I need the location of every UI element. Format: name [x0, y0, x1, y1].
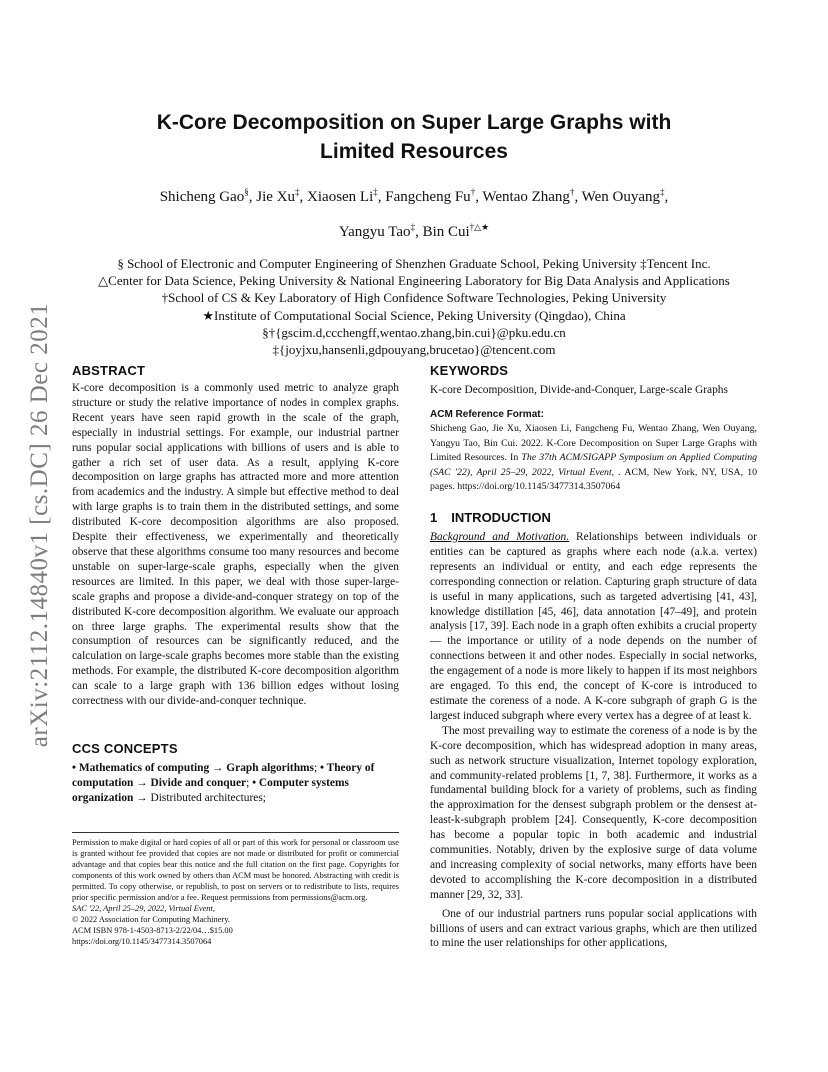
- abstract-heading: ABSTRACT: [72, 363, 146, 378]
- keywords-body: K-core Decomposition, Divide-and-Conquer, Large-scale Graphs: [430, 384, 728, 396]
- email-line: §†{gscim.d,ccchengff,wentao.zhang,bin.cui}@pku.edu.cn: [262, 324, 566, 340]
- abstract-body: K-core decomposition is a commonly used metric to analyze graph structure or study the relative importance of nodes in complex graphs. Recent years have seen rapid growth in the scale of the graph, especially in industrial settings. For example, our industrial partner runs popular social applications with billions of users and is able to gather a rich set of user data. As a result, applying K-core decomposition on large graphs has attracted more and more attention from academics and the industry. A simple but effective method to deal with large graphs is to train them in the distributed settings, and some distributed K-core decomposition algorithms are also proposed. Despite their effectiveness, we experimentally and theoretically observe that these algorithms consume too many resources and become unstable on super-large-scale graphs, especially when the given resources are limited. In this paper, we deal with those super-large-scale graphs and propose a divide-and-conquer strategy on top of the distributed K-core decomposition algorithm. We evaluate our approach on three large graphs. The experimental results show that the consumption of resources can be significantly reduced, and the calculation on large-scale graphs becomes more stable than the existing methods. For example, the distributed K-core decomposition algorithm can scale to a large graph with 136 billion edges without losing correctness with our divide-and-conquer technique.: [72, 382, 399, 708]
- keywords-heading: KEYWORDS: [430, 363, 509, 378]
- author-line-2: Yangyu Tao‡, Bin Cui†△★: [338, 222, 490, 240]
- affiliation-line: ★Institute of Computational Social Science, Peking University (Qingdao), China: [202, 307, 626, 323]
- introduction-heading: 1 INTRODUCTION: [430, 510, 551, 525]
- title-line-2: Limited Resources: [320, 140, 508, 163]
- affiliations: [60, 255, 768, 358]
- intro-paragraph: Background and Motivation. Relationships between individuals or entities can be captured as graphs where each node (a.k.a. vertex) represents an individual or entity, and each edge represents the corresponding connection or relation. Capturing graph structure of data is useful in many applications, such as targeted advertising [41, 43], knowledge distillation [45, 46], data annotation [47–49], and protein analysis [17, 39]. Each node in a graph often exhibits a crucial property — the importance or utility of a node depends on the number of connections between it and other nodes. Especially in social networks, the engagement of a node is more likely to happen if its most neighbors are engaged. To this end, the concept of K-core is introduced to estimate the coreness of a node. A K-core subgraph of graph G is the largest induced subgraph where every vertex has a degree of at least k.: [430, 531, 757, 722]
- ccs-heading: CCS CONCEPTS: [72, 741, 178, 756]
- affiliation-line: § School of Electronic and Computer Engineering of Shenzhen Graduate School, Peking University ‡Tencent Inc.: [117, 256, 711, 271]
- intro-paragraph: The most prevailing way to estimate the coreness of a node is by the K-core decomposition, which has widespread adoption in many areas, such as network structure visualization, Internet topology exploration, and community-related problems [1, 7, 38]. Furthermore, it works as a fundamental building block for a variety of problems, such as finding the approximation for the densest subgraph problem or the densest at-least-k-subgraph problem [24]. Consequently, K-core decomposition has become a popular topic in both academic and industrial communities. Notably, driven by the explosive surge of data volume and increasing complexity of social networks, many efforts have been devoted to accomplishing the K-core decomposition in a distributed manner [29, 32, 33].: [430, 724, 757, 901]
- author: Bin Cui†△★: [422, 222, 490, 240]
- author: Jie Xu‡: [256, 187, 300, 205]
- affiliation-line: △Center for Data Science, Peking University & National Engineering Laboratory for Big Data Analysis and Applications: [98, 273, 730, 289]
- email-line: ‡{joyjxu,hansenli,gdpouyang,brucetao}@tencent.com: [272, 342, 556, 358]
- ccs-concepts: • Mathematics of computing → Graph algorithms; • Theory of computation → Divide and conquer; • Computer systems organization → Distributed architectures;: [72, 762, 375, 804]
- acm-reference: [430, 409, 757, 495]
- footnote-divider: [72, 832, 399, 833]
- title-line-1: K-Core Decomposition on Super Large Graphs with: [156, 111, 672, 134]
- introduction-body: [430, 530, 757, 951]
- intro-paragraph: One of our industrial partners runs popular social applications with billions of users and can extract various graphs, which are then utilized to mine the user relationships for other applications,: [430, 907, 757, 950]
- affiliation-line: †School of CS & Key Laboratory of High Confidence Software Technologies, Peking University: [161, 290, 667, 306]
- author: Yangyu Tao‡: [338, 222, 416, 240]
- author: Wentao Zhang†: [482, 187, 575, 205]
- acm-reference-heading: ACM Reference Format:: [430, 409, 544, 420]
- author: Wen Ouyang‡: [581, 187, 665, 205]
- acm-reference-text: Shicheng Gao, Jie Xu, Xiaosen Li, Fangcheng Fu, Wentao Zhang, Wen Ouyang, Yangyu Tao, Bin Cui. 2022. K-Core Decomposition on Super Large Graphs with Limited Resources. In The 37th ACM/SIGAPP Symposium on Applied Computing (SAC '22), April 25–29, 2022, Virtual Event, . ACM, New York, NY, USA, 10 pages. https://doi.org/10.1145/3477314.3507064: [430, 423, 757, 492]
- author-line-1: Shicheng Gao§, Jie Xu‡, Xiaosen Li‡, Fangcheng Fu†, Wentao Zhang†, Wen Ouyang‡,: [159, 187, 669, 205]
- paper-title: [80, 108, 748, 166]
- permission-footnote: Permission to make digital or hard copies of all or part of this work for personal or classroom use is granted without fee provided that copies are not made or distributed for profit or commercial advantage and that copies bear this notice and the full citation on the first page. Copyrights for components of this work owned by others than ACM must be honored. Abstracting with credit is permitted. To copy otherwise, or republish, to post on servers or to redistribute to lists, requires prior specific permission and/or a fee. Request permissions from permissions@acm.org. SAC '22, April 25–29, 2022, Virtual Event, © 2022 Association for Computing Machinery. ACM ISBN 978-1-4503-8713-2/22/04…$15.00 https://doi.org/10.1145/3477314.3507064: [72, 838, 399, 946]
- author: Xiaosen Li‡: [307, 187, 378, 205]
- arxiv-identifier: arXiv:2112.14840v1 [cs.DC] 26 Dec 2021: [26, 302, 53, 748]
- author: Fangcheng Fu†: [385, 187, 476, 205]
- author: Shicheng Gao§: [159, 187, 249, 205]
